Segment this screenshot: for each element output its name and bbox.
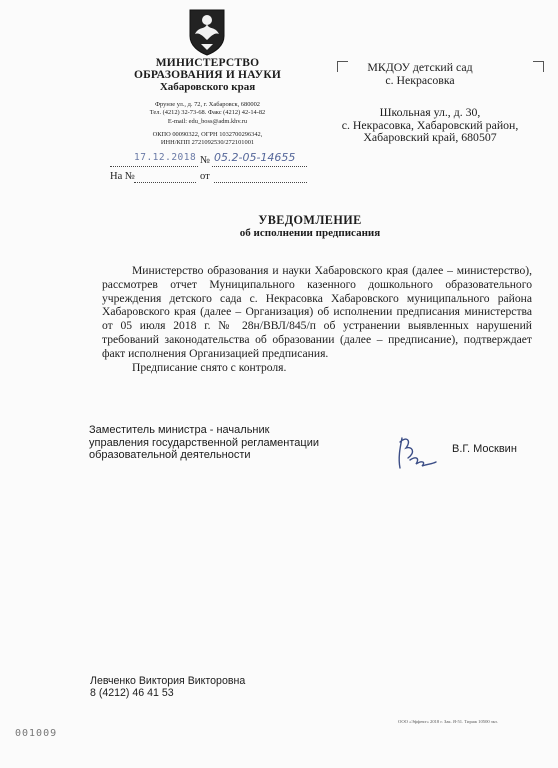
ministry-contacts bbox=[110, 101, 305, 126]
reg-date-stamp: 17.12.2018 bbox=[134, 152, 197, 163]
reg-number-underline bbox=[212, 166, 307, 167]
ministry-codes bbox=[110, 131, 305, 148]
inn-line: ИНН/КПП 2721092530/272101001 bbox=[160, 139, 255, 147]
email-line: E-mail: edu_boss@adm.khv.ru bbox=[167, 117, 248, 125]
signer-role bbox=[89, 424, 369, 462]
document-title bbox=[150, 214, 470, 240]
ministry-line1: МИНИСТЕРСТВО bbox=[155, 57, 260, 69]
form-number: 001009 bbox=[15, 728, 58, 739]
signer-name: В.Г. Москвин bbox=[452, 443, 517, 455]
signer-role-line2: управления государственной регламентации bbox=[89, 436, 319, 449]
addressee-address bbox=[320, 106, 540, 144]
title-main: УВЕДОМЛЕНИЕ bbox=[258, 213, 362, 227]
okpo-line: ОКПО 00090322, ОГРН 1032700296342, bbox=[152, 131, 263, 138]
addressee-district: с. Некрасовка, Хабаровский район, bbox=[341, 117, 519, 132]
executor-name: Левченко Виктория Викторовна bbox=[90, 675, 246, 687]
addressee-street: Школьная ул., д. 30, bbox=[379, 105, 481, 119]
ministry-region: Хабаровского края bbox=[159, 81, 256, 93]
signer-role-line3: образовательной деятельности bbox=[89, 449, 251, 462]
coat-of-arms-emblem bbox=[187, 6, 227, 56]
handwritten-signature bbox=[392, 430, 442, 475]
reg-no-label: № bbox=[200, 155, 211, 166]
addressee-village: с. Некрасовка bbox=[385, 72, 455, 87]
addressee-block bbox=[320, 61, 520, 86]
body-paragraph-2: Предписание снято с контроля. bbox=[132, 360, 287, 374]
reply-from-label: от bbox=[200, 171, 210, 182]
reg-number-handwritten: 05.2-05-14655 bbox=[214, 151, 296, 164]
ministry-line2: ОБРАЗОВАНИЯ И НАУКИ bbox=[133, 69, 282, 81]
reply-from-underline bbox=[214, 182, 307, 183]
title-sub: об исполнении предписания bbox=[239, 227, 381, 239]
document-body bbox=[102, 264, 532, 374]
ministry-name bbox=[110, 57, 305, 93]
addressee-name: МКДОУ детский сад bbox=[367, 60, 473, 74]
reply-to-underline bbox=[134, 182, 196, 183]
addressee-region: Хабаровский край, 680507 bbox=[363, 130, 497, 145]
corner-top-right bbox=[533, 61, 544, 72]
address-line: Фрунзе ул., д. 72, г. Хабаровск, 680002 bbox=[155, 101, 260, 108]
executor-info bbox=[90, 675, 245, 700]
executor-phone: 8 (4212) 46 41 53 bbox=[90, 687, 174, 700]
phone-line: Тел. (4212) 32-73-68. Факс (4212) 42-14-82 bbox=[149, 109, 266, 117]
reply-to-label: На № bbox=[110, 171, 135, 182]
body-paragraph-1: Министерство образования и науки Хабаровского края (далее – министерство), рассмотрев отчет Муниципального казенного дошкольного образовательного учреждения детского сада с. Некрасовка Хабаровского муниципального района Хабаровского края (далее – Организация) об исполнении предписания министерства от 05 июля 2018 г. № 28н/ВВЛ/845/п об устранении выявленных нарушений требований законодательства об образовании (далее – предписание), подтверждает факт исполнения Организацией предписания. bbox=[102, 264, 532, 360]
signer-role-line1: Заместитель министра - начальник bbox=[89, 424, 270, 436]
reg-date-underline bbox=[110, 166, 198, 167]
print-info: ООО «Эффект» 2018 г. Зак. Я-51. Тираж 10500 экз. bbox=[398, 719, 498, 724]
